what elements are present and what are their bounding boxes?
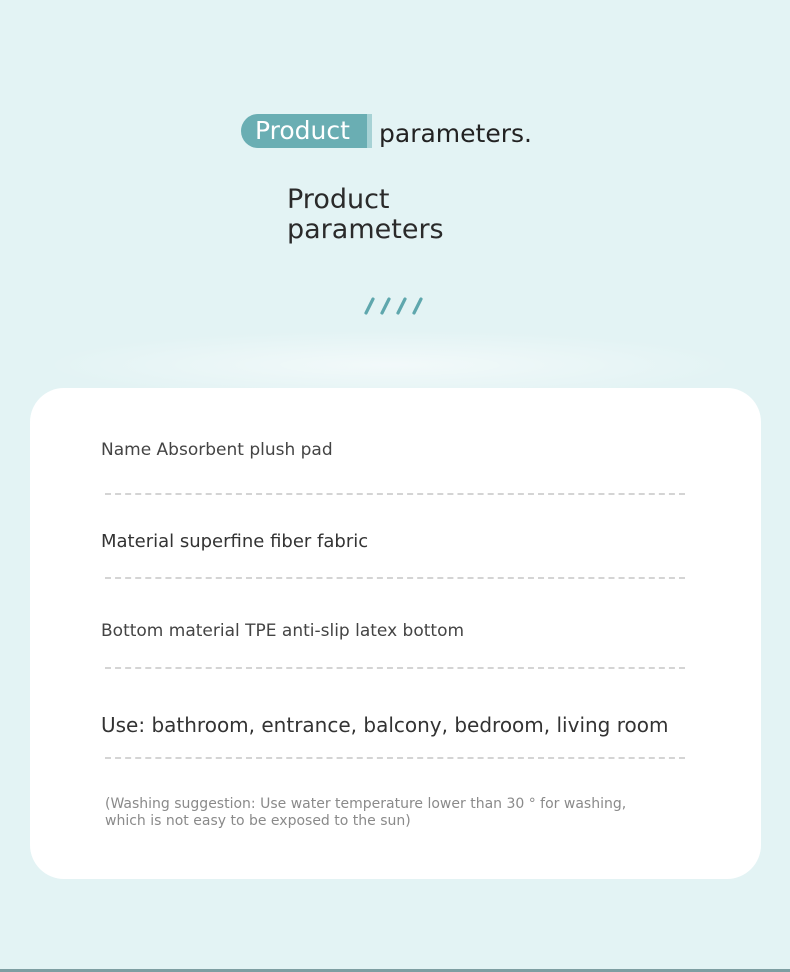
parameter-use: Use: bathroom, entrance, balcony, bedroom, living room (101, 713, 669, 737)
washing-note (105, 796, 625, 830)
divider (105, 757, 685, 759)
slash-marks-icon (362, 296, 432, 316)
divider (105, 493, 685, 495)
divider (105, 577, 685, 579)
title-pill-tail (367, 114, 372, 148)
divider (105, 667, 685, 669)
parameter-bottom-material: Bottom material TPE anti-slip latex bottom (101, 621, 465, 641)
washing-note-line-1: (Washing suggestion: Use water temperature lower than 30 ° for washing, (105, 796, 627, 812)
washing-note-line-2: which is not easy to be exposed to the sun) (105, 813, 411, 829)
subtitle-line-1: Product (287, 184, 390, 215)
parameter-name: Name Absorbent plush pad (101, 440, 333, 460)
title-pill-label: Product (255, 116, 350, 145)
subtitle-line-2: parameters (287, 214, 444, 245)
subtitle (287, 185, 487, 245)
parameters-card (30, 388, 761, 879)
title-rest: parameters. (379, 119, 532, 148)
parameter-material: Material superfine fiber fabric (101, 531, 369, 552)
